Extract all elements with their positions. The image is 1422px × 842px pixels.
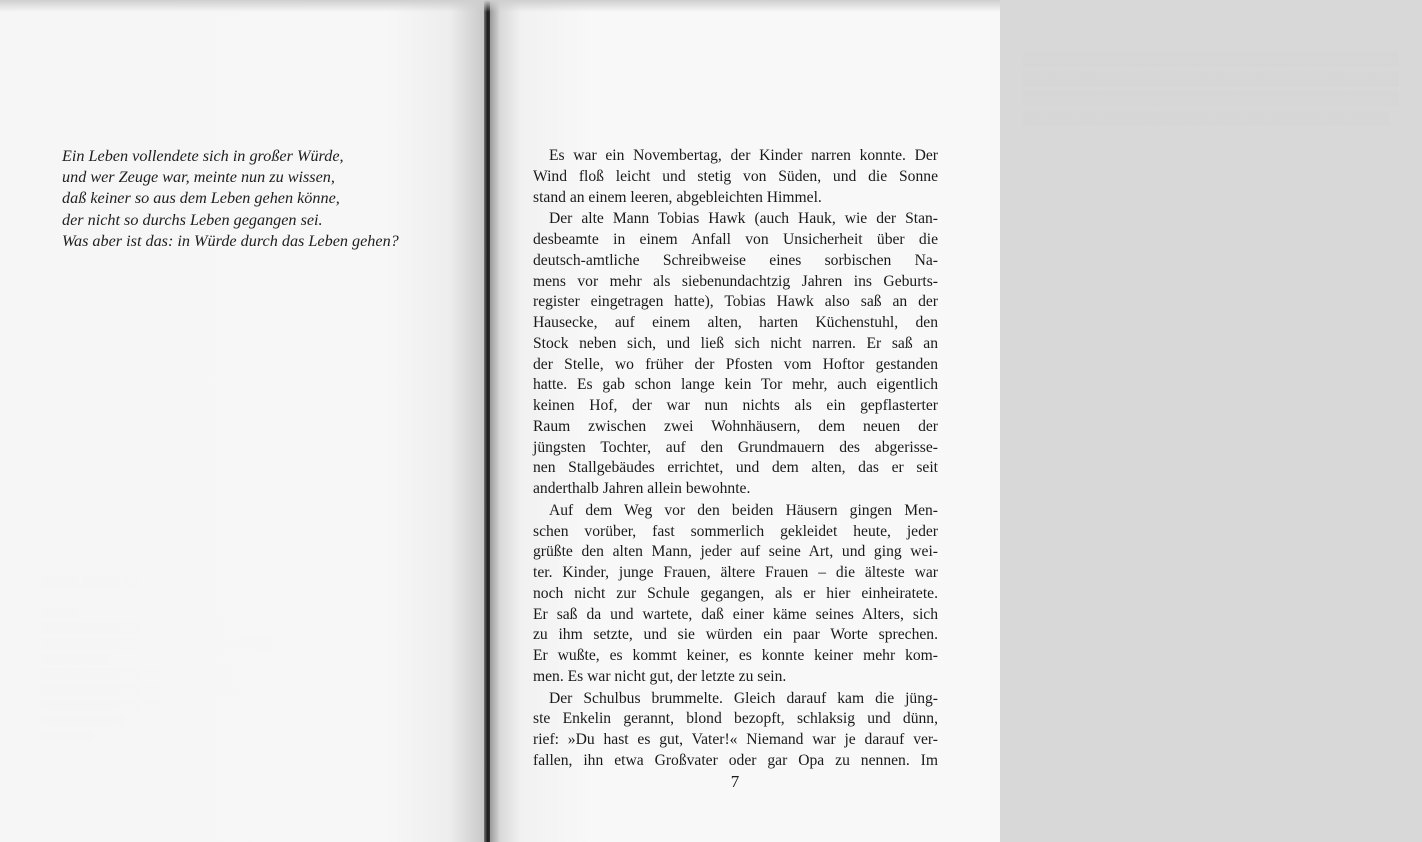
paragraph xyxy=(533,209,938,500)
text-line: zu ihm setzte, und sie würden ein paar Worte sprechen. xyxy=(533,626,938,644)
text-line: Er saß da und wartete, daß einer käme seines Alters, sich xyxy=(533,605,938,623)
text-line: jüngsten Tochter, auf den Grundmauern des abgerisse- xyxy=(533,438,938,456)
paragraph xyxy=(533,146,938,208)
show-through-text-left: ░░░░░ ░░░░░ ░░ ░░░░░ ░░░░░░░░░░░░░ ░░░░░░ ░░░░ ░░░░░░░░░░░░░░░░ ░░░░░░ ░░░░░░░ ░░░░░░░░░ ░░░░░░░░░░░░░ ░░░░░░░░░░░ ░░░░░░░░░░░░░ ░░░░░░░░░░░░ ░░░░░░░░░░░░░ ░░░░░░░ ░░░░░░░░░░░ ░░░░░░░ xyxy=(40,576,272,743)
text-line: schen vorüber, fast sommerlich gekleidet heute, jeder xyxy=(533,522,938,540)
page-number: 7 xyxy=(730,772,740,791)
text-line: fallen, ihn etwa Großvater oder gar Opa zu nennen. Im xyxy=(533,751,938,769)
text-line: mens vor mehr als siebenundachtzig Jahren ins Geburts- xyxy=(533,272,938,290)
show-through-text-right: ░░░░░░░░░░░░░░░░░░░░░░░░░░░░░░░░░░░░░░ ░░░░░░░░░░░░░░░░░░░░░░░░░░░░░░░░░░░░░░ ░░░░░░░░░░░░░░░░░░░░░░░░░░░░░░░░░░░░░░ ░░░░░░░░░░░░░░░░░░░░░░░░░░░░░░░░░░░░░ xyxy=(1022,52,1399,126)
page-top-shadow xyxy=(0,0,1000,12)
text-line: desbeamte in einem Anfall von Unsicherheit über die xyxy=(533,231,938,248)
text-line: ter. Kinder, junge Frauen, ältere Frauen – die älteste war xyxy=(533,564,938,581)
epigraph xyxy=(62,146,462,252)
text-line: Wind floß leicht und stetig von Süden, und die Sonne xyxy=(533,167,938,185)
epigraph-line: der nicht so durchs Leben gegangen sei. xyxy=(62,210,323,229)
text-line: Der alte Mann Tobias Hawk (auch Hauk, wie der Stan- xyxy=(549,210,938,228)
text-line: keinen Hof, der war nun nichts als ein gepflasterter xyxy=(533,397,938,414)
epigraph-line: Was aber ist das: in Würde durch das Leben gehen? xyxy=(62,231,399,250)
text-line: anderthalb Jahren allein bewohnte. xyxy=(533,480,751,497)
text-line: stand an einem leeren, abgebleichten Himmel. xyxy=(533,188,822,206)
text-line: nen Stallgebäudes errichtet, und dem alten, das er seit xyxy=(533,459,938,477)
text-line: rief: »Du hast es gut, Vater!« Niemand war je darauf ver- xyxy=(533,731,938,748)
text-line: deutsch-amtliche Schreibweise eines sorbischen Na- xyxy=(533,251,938,269)
text-line: noch nicht zur Schule gegangen, als er hier einheiratete. xyxy=(533,584,938,602)
body-text xyxy=(533,146,938,773)
text-line: der Stelle, wo früher der Pfosten vom Hoftor gestanden xyxy=(533,355,938,373)
left-page xyxy=(0,0,484,842)
text-line: Es war ein Novembertag, der Kinder narren konnte. Der xyxy=(549,147,938,164)
text-line: Der Schulbus brummelte. Gleich darauf kam die jüng- xyxy=(549,689,938,707)
text-line: men. Es war nicht gut, der letzte zu sein. xyxy=(533,667,787,685)
text-line: register eingetragen hatte), Tobias Hawk also saß an der xyxy=(533,293,938,311)
text-line: Hausecke, auf einem alten, harten Küchenstuhl, den xyxy=(533,314,938,331)
text-line: Raum zwischen zwei Wohnhäusern, dem neuen der xyxy=(533,417,938,435)
text-line: hatte. Es gab schon lange kein Tor mehr, auch eigentlich xyxy=(533,376,938,394)
epigraph-line: daß keiner so aus dem Leben gehen könne, xyxy=(62,189,340,208)
text-line: Er wußte, es kommt keiner, es konnte keiner mehr kom- xyxy=(533,647,938,664)
paragraph xyxy=(533,501,938,688)
text-line: ste Enkelin gerannt, blond bezopft, schlaksig und dünn, xyxy=(533,710,938,728)
paragraph xyxy=(533,689,938,772)
text-line: Stock neben sich, und ließ sich nicht narren. Er saß an xyxy=(533,334,938,352)
epigraph-line: und wer Zeuge war, meinte nun zu wissen, xyxy=(62,168,335,187)
text-line: Auf dem Weg vor den beiden Häusern gingen Men- xyxy=(549,501,938,519)
epigraph-line: Ein Leben vollendete sich in großer Würde, xyxy=(62,147,344,165)
text-line: grüßte den alten Mann, jeder auf seine Art, und ging wei- xyxy=(533,543,938,561)
